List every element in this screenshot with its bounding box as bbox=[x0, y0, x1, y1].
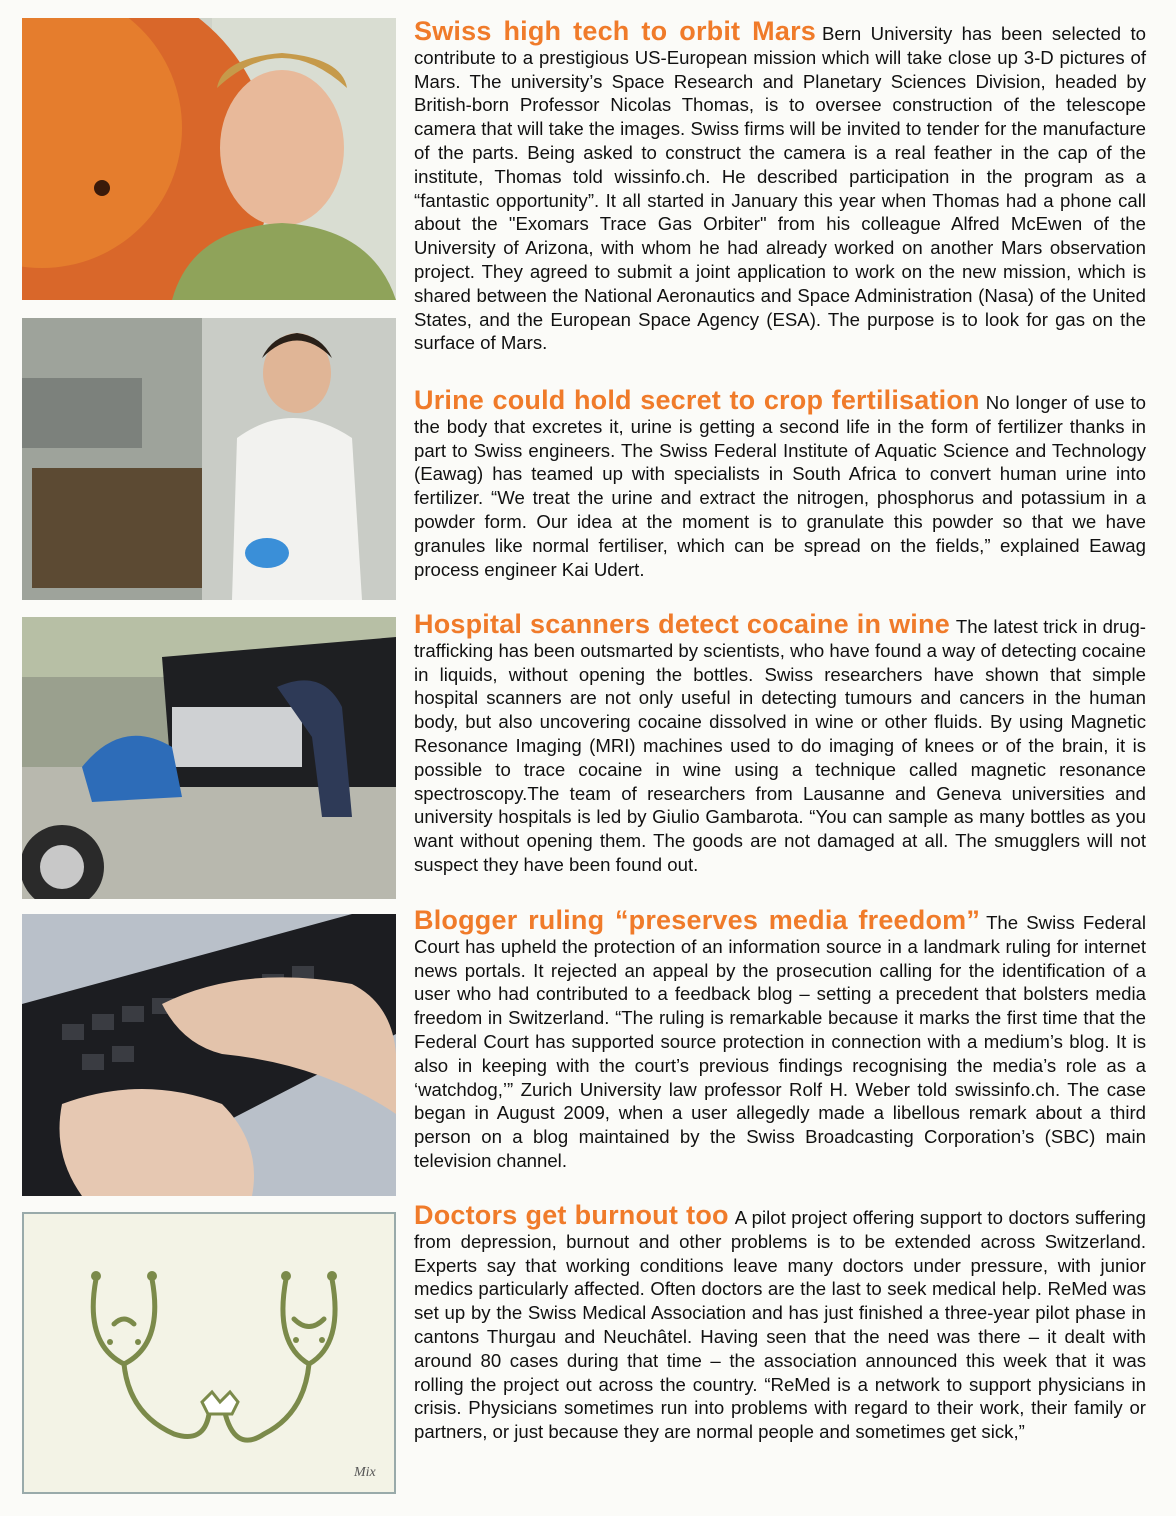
body-doctors: A pilot project offering support to doctors suffering from depression, burnout and other problems is to be extended across Switzerland. Experts say that working conditions leave many doctors under pressure, with junior medics particularly affected. Often doctors are the last to seek medical help. ReMed was set up by the Swiss Medical Association and has just finished a three-year pilot phase in cantons Thurgau and Neuchâtel. Having seen that the need was there – it dealt with around 80 cases during that time – the association announced this week that it was rolling the project out across the country. “ReMed is a network to support physicians in crisis. Physicians sometimes run into problems with regard to their work, their family or partners, or just because they are normal people and sometimes get sick,” bbox=[414, 1207, 1146, 1443]
body-urine: No longer of use to the body that excretes it, urine is getting a second life in the form of fertilizer thanks in part to Swiss engineers. The Swiss Federal Institute of Aquatic Science and Technology (Eawag) has teamed up with specialists in South Africa to convert human urine into fertilizer. “We treat the urine and extract the nitrogen, phosphorus and potassium in a powder form. Our idea at the moment is to granulate this powder so that we have granules like normal fertiliser, which can be spread on the fields,” explained Eawag process engineer Kai Udert. bbox=[414, 392, 1146, 580]
car-search-photo bbox=[22, 617, 396, 899]
headline-cocaine: Hospital scanners detect cocaine in wine bbox=[414, 609, 950, 639]
headline-urine: Urine could hold secret to crop fertilisation bbox=[414, 385, 980, 415]
article-doctors bbox=[414, 1200, 1146, 1444]
article-urine bbox=[414, 385, 1146, 581]
body-cocaine: The latest trick in drug-trafficking has been outsmarted by scientists, who have found a way of detecting cocaine in liquids, without opening the bottles. Swiss researchers have shown that simple hospital scanners are not only useful in detecting tumours and cancers in the human body, but also uncovering cocaine dissolved in wine or other fluids. By using Magnetic Resonance Imaging (MRI) machines used to do imaging of knees or of the brain, it is possible to trace cocaine in wine using a technique called magnetic resonance spectroscopy.The team of researchers from Lausanne and Geneva universities and university hospitals is led by Giulio Gambarota. “You can sample as many bottles as you want without opening them. The goods are not damaged at all. The smugglers will not suspect they have been found out. bbox=[414, 616, 1146, 875]
headline-doctors: Doctors get burnout too bbox=[414, 1200, 729, 1230]
keyboard-typing-photo bbox=[22, 914, 396, 1196]
article-mars bbox=[414, 16, 1146, 355]
headline-blogger: Blogger ruling “preserves media freedom” bbox=[414, 905, 981, 935]
headline-mars: Swiss high tech to orbit Mars bbox=[414, 16, 816, 46]
body-blogger: The Swiss Federal Court has upheld the protection of an information source in a landmark ruling for internet news portals. It rejected an appeal by the prosecution calling for the identification of a user who had contributed to a feedback blog – setting a precedent that bolsters media freedom in Switzerland. “The ruling is remarkable because it marks the first time that the Federal Court has supported source protection in connection with a medium’s blog. It is also in keeping with the court’s previous findings recognising the media’s role as a ‘watchdog,’” Zurich University law professor Rolf H. Weber told swissinfo.ch. The case began in August 2009, when a user allegedly made a libellous remark about a third person on a blog maintained by the Swiss Broadcasting Corporation’s (SBC) main television channel. bbox=[414, 912, 1146, 1171]
lab-engineer-photo bbox=[22, 318, 396, 600]
article-cocaine bbox=[414, 609, 1146, 877]
stethoscope-cartoon bbox=[22, 1212, 396, 1494]
article-blogger bbox=[414, 905, 1146, 1173]
cartoon-signature: Mix bbox=[354, 1465, 376, 1480]
body-mars: Bern University has been selected to contribute to a prestigious US-European mission which will take close up 3-D pictures of Mars. The university’s Space Research and Planetary Sciences Division, headed by British-born Professor Nicolas Thomas, is to oversee construction of the telescope camera that will take the images. Swiss firms will be invited to tender for the manufacture of the parts. Being asked to construct the camera is a real feather in the cap of the institute, Thomas told wissinfo.ch. He described participation in the program as a “fantastic opportunity”. It all started in January this year when Thomas had a phone call about the "Exomars Trace Gas Orbiter" from his colleague Alfred McEwen of the University of Arizona, with whom he had already worked on another Mars observation project. They agreed to submit a joint application to work on the new mission, which is shared between the National Aeronautics and Space Administration (Nasa) of the United States, and the European Space Agency (ESA). The purpose is to look for gas on the surface of Mars. bbox=[414, 23, 1146, 354]
professor-with-mars-model-photo bbox=[22, 18, 396, 300]
